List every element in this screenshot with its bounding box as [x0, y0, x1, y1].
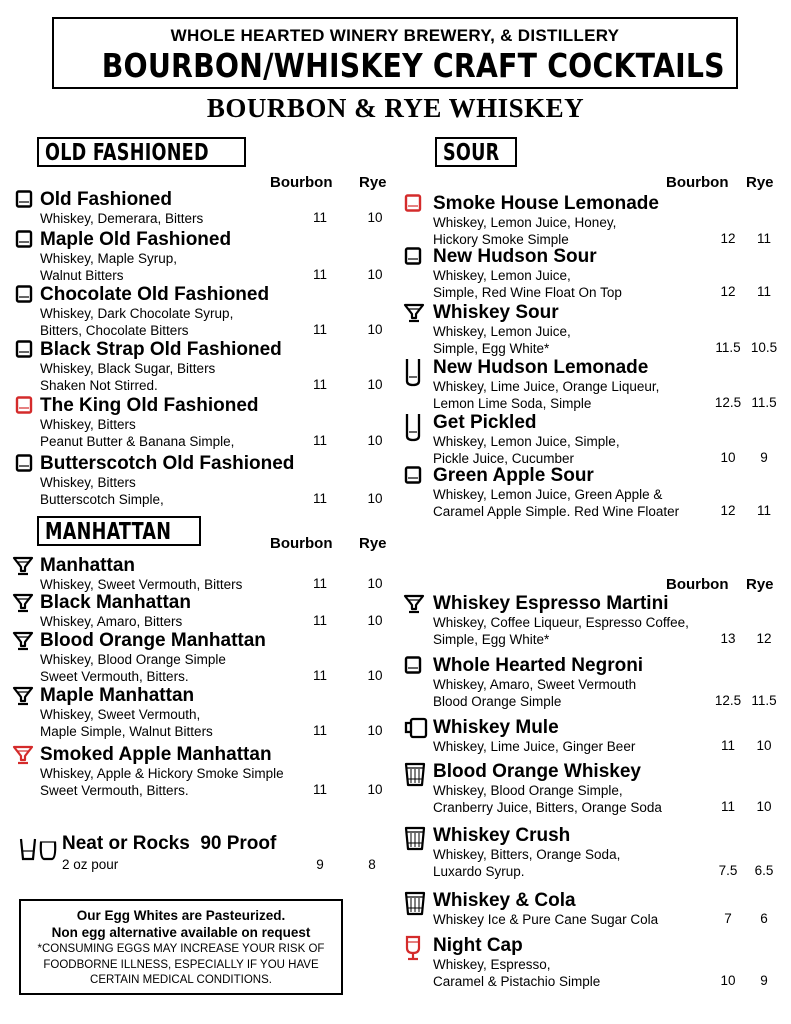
item-desc: Whiskey, Maple Syrup,: [40, 251, 178, 266]
price-rye: 10: [367, 723, 383, 738]
item-name-maple-old-fashioned: Maple Old Fashioned: [40, 229, 232, 250]
price-bourbon: 7.5: [718, 863, 738, 878]
price-rye: 6.5: [754, 863, 774, 878]
coupe-glass-icon: [12, 555, 34, 582]
highball-glass-icon: [403, 890, 427, 921]
price-bourbon: 11: [312, 267, 327, 282]
col-header-bourbon: Bourbon: [666, 576, 729, 593]
price-bourbon: 11: [312, 433, 327, 448]
price-rye: 10: [756, 738, 772, 753]
item-desc: Whiskey, Bitters, Orange Soda,: [433, 847, 621, 862]
price-rye: 6: [760, 911, 768, 926]
item-desc: Whiskey, Apple & Hickory Smoke Simple: [40, 766, 284, 781]
rocks-glass-icon: [403, 655, 423, 680]
price-bourbon: 11: [312, 723, 327, 738]
price-rye: 10: [367, 576, 383, 591]
item-desc: Whiskey, Blood Orange Simple,: [433, 783, 623, 798]
item-desc: Whiskey, Lemon Juice, Green Apple &: [433, 487, 663, 502]
item-name-green-apple-sour: Green Apple Sour: [433, 465, 594, 486]
item-desc: Simple, Egg White*: [433, 341, 550, 356]
section-title-sour: SOUR: [435, 137, 517, 167]
price-bourbon: 10: [720, 973, 736, 988]
item-name-black-strap-old-fashioned: Black Strap Old Fashioned: [40, 339, 282, 360]
rocks-glass-icon: [14, 339, 34, 364]
highball-glass-icon: [403, 825, 427, 856]
item-name-maple-manhattan: Maple Manhattan: [40, 685, 195, 706]
item-desc: Whiskey, Sweet Vermouth, Bitters: [40, 577, 243, 592]
item-desc: Blood Orange Simple: [433, 694, 562, 709]
item-name-night-cap: Night Cap: [433, 935, 523, 956]
price-bourbon: 12.5: [714, 693, 742, 708]
item-desc: Luxardo Syrup.: [433, 864, 525, 879]
price-bourbon: 11: [720, 799, 735, 814]
item-desc: Simple, Egg White*: [433, 632, 550, 647]
item-desc: Caramel & Pistachio Simple: [433, 974, 601, 989]
price-rye: 10: [756, 799, 772, 814]
price-rye: 10: [367, 491, 383, 506]
item-name-whiskey-cola: Whiskey & Cola: [433, 890, 576, 911]
coupe-glass-icon: [403, 593, 425, 620]
rocks-glass-icon: [14, 395, 34, 420]
price-rye: 11.5: [751, 693, 777, 708]
menu-title: BOURBON/WHISKEY CRAFT COCKTAILS: [101, 46, 725, 85]
section-title-old-fashioned: OLD FASHIONED: [37, 137, 246, 167]
neat-desc: 2 oz pour: [62, 857, 119, 872]
price-rye: 10.5: [750, 340, 778, 355]
col-header-rye: Rye: [359, 174, 387, 191]
price-rye: 10: [367, 267, 383, 282]
tall-glass-icon: [403, 357, 423, 392]
price-bourbon: 7: [724, 911, 732, 926]
item-desc: Sweet Vermouth, Bitters.: [40, 783, 189, 798]
egg-notice: [19, 899, 343, 995]
item-name-the-king-old-fashioned: The King Old Fashioned: [40, 395, 259, 416]
rocks-glass-icon: [14, 453, 34, 478]
col-header-bourbon: Bourbon: [666, 174, 729, 191]
price-bourbon: 12: [720, 503, 736, 518]
price-bourbon: 11: [312, 377, 327, 392]
item-desc: Whiskey Ice & Pure Cane Sugar Cola: [433, 912, 659, 927]
item-desc: Whiskey, Amaro, Bitters: [40, 614, 183, 629]
price-rye: 10: [367, 782, 383, 797]
item-desc: Whiskey, Espresso,: [433, 957, 551, 972]
price-rye: 10: [367, 210, 383, 225]
coupe-glass-icon: [12, 744, 34, 771]
price-rye: 10: [367, 322, 383, 337]
item-name-new-hudson-lemonade: New Hudson Lemonade: [433, 357, 649, 378]
col-header-rye: Rye: [359, 535, 387, 552]
item-desc: Pickle Juice, Cucumber: [433, 451, 575, 466]
item-desc: Whiskey, Sweet Vermouth,: [40, 707, 201, 722]
price-bourbon: 12: [720, 231, 736, 246]
item-name-whiskey-espresso-martini: Whiskey Espresso Martini: [433, 593, 669, 614]
item-desc: Whiskey, Lime Juice, Ginger Beer: [433, 739, 636, 754]
price-bourbon: 11: [312, 322, 327, 337]
coupe-glass-icon: [12, 592, 34, 619]
price-rye: 11: [756, 284, 771, 299]
item-desc: Caramel Apple Simple. Red Wine Floater: [433, 504, 680, 519]
price-bourbon: 11: [312, 491, 327, 506]
snifter-glass-icon: [403, 935, 423, 966]
price-rye: 10: [367, 377, 383, 392]
item-desc: Whiskey, Lemon Juice,: [433, 268, 571, 283]
item-desc: Bitters, Chocolate Bitters: [40, 323, 189, 338]
price-rye: 9: [760, 450, 768, 465]
notice-line-2: Non egg alternative available on request: [51, 925, 311, 940]
price-rye: 9: [760, 973, 768, 988]
col-header-bourbon: Bourbon: [270, 174, 333, 191]
notice-warning: *CONSUMING EGGS MAY INCREASE YOUR RISK OF FOODBORNE ILLNESS, ESPECIALLY IF YOU HAVE CERTAIN MEDICAL CONDITIONS.: [37, 943, 325, 986]
item-name-blood-orange-manhattan: Blood Orange Manhattan: [40, 630, 266, 651]
rocks-glass-icon: [14, 284, 34, 309]
item-name-whiskey-crush: Whiskey Crush: [433, 825, 571, 846]
item-desc: Lemon Lime Soda, Simple: [433, 396, 592, 411]
item-desc: Peanut Butter & Banana Simple,: [40, 434, 235, 449]
menu-header: [52, 17, 738, 89]
item-desc: Whiskey, Lime Juice, Orange Liqueur,: [433, 379, 660, 394]
item-desc: Whiskey, Amaro, Sweet Vermouth: [433, 677, 637, 692]
col-header-bourbon: Bourbon: [270, 535, 333, 552]
item-name-whiskey-mule: Whiskey Mule: [433, 717, 559, 738]
highball-glass-icon: [403, 761, 427, 792]
item-desc: Whiskey, Black Sugar, Bitters: [40, 361, 216, 376]
neat-price-rye: 8: [368, 857, 376, 872]
winery-name: WHOLE HEARTED WINERY BREWERY, & DISTILLERY: [170, 26, 620, 45]
item-desc: Whiskey, Lemon Juice, Simple,: [433, 434, 620, 449]
price-rye: 12: [756, 631, 772, 646]
neat-name: Neat or Rocks 90 Proof: [62, 833, 277, 854]
item-name-smoke-house-lemonade: Smoke House Lemonade: [433, 193, 659, 214]
price-bourbon: 11: [312, 782, 327, 797]
item-desc: Whiskey, Lemon Juice, Honey,: [433, 215, 617, 230]
price-bourbon: 12.5: [714, 395, 742, 410]
item-desc: Cranberry Juice, Bitters, Orange Soda: [433, 800, 662, 815]
rocks-glass-icon: [403, 465, 423, 490]
price-rye: 10: [367, 613, 383, 628]
item-desc: Simple, Red Wine Float On Top: [433, 285, 622, 300]
rocks-glass-icon: [14, 229, 34, 254]
price-bourbon: 11: [312, 576, 327, 591]
coupe-glass-icon: [403, 302, 425, 329]
price-rye: 10: [367, 668, 383, 683]
price-bourbon: 12: [720, 284, 736, 299]
item-name-whole-hearted-negroni: Whole Hearted Negroni: [433, 655, 644, 676]
coupe-glass-icon: [12, 630, 34, 657]
price-rye: 10: [367, 433, 383, 448]
price-bourbon: 13: [720, 631, 736, 646]
price-bourbon: 11: [312, 668, 327, 683]
neat-price-bourbon: 9: [316, 857, 324, 872]
item-desc: Hickory Smoke Simple: [433, 232, 569, 247]
price-bourbon: 10: [720, 450, 736, 465]
mug-icon: [403, 717, 431, 744]
item-name-blood-orange-whiskey: Blood Orange Whiskey: [433, 761, 641, 782]
item-desc: Whiskey, Coffee Liqueur, Espresso Coffee,: [433, 615, 689, 630]
item-name-new-hudson-sour: New Hudson Sour: [433, 246, 597, 267]
rocks-glass-icon: [403, 246, 423, 271]
item-desc: Sweet Vermouth, Bitters.: [40, 669, 189, 684]
item-desc: Whiskey, Lemon Juice,: [433, 324, 571, 339]
item-desc: Whiskey, Dark Chocolate Syrup,: [40, 306, 234, 321]
price-bourbon: 11.5: [715, 340, 741, 355]
item-desc: Whiskey, Bitters: [40, 417, 136, 432]
col-header-rye: Rye: [746, 576, 774, 593]
coupe-glass-icon: [12, 685, 34, 712]
item-name-whiskey-sour: Whiskey Sour: [433, 302, 559, 323]
item-name-chocolate-old-fashioned: Chocolate Old Fashioned: [40, 284, 270, 305]
item-desc: Shaken Not Stirred.: [40, 378, 158, 393]
item-desc: Whiskey, Demerara, Bitters: [40, 211, 204, 226]
item-name-get-pickled: Get Pickled: [433, 412, 537, 433]
col-header-rye: Rye: [746, 174, 774, 191]
neat-glasses-icon: [18, 834, 62, 862]
item-desc: Walnut Bitters: [40, 268, 124, 283]
price-bourbon: 11: [312, 210, 327, 225]
item-name-old-fashioned: Old Fashioned: [40, 189, 172, 210]
menu-subtitle: BOURBON & RYE WHISKEY: [206, 93, 585, 123]
section-title-manhattan: MANHATTAN: [37, 516, 201, 546]
item-name-manhattan: Manhattan: [40, 555, 135, 576]
price-rye: 11.5: [751, 395, 777, 410]
price-rye: 11: [756, 231, 771, 246]
price-bourbon: 11: [720, 738, 735, 753]
rocks-glass-icon: [403, 193, 423, 218]
rocks-glass-icon: [14, 189, 34, 214]
notice-line-1: Our Egg Whites are Pasteurized.: [76, 908, 286, 923]
price-bourbon: 11: [312, 613, 327, 628]
price-rye: 11: [756, 503, 771, 518]
item-name-black-manhattan: Black Manhattan: [40, 592, 191, 613]
item-desc: Butterscotch Simple,: [40, 492, 164, 507]
tall-glass-icon: [403, 412, 423, 447]
item-desc: Whiskey, Blood Orange Simple: [40, 652, 226, 667]
item-name-smoked-apple-manhattan: Smoked Apple Manhattan: [40, 744, 272, 765]
item-desc: Maple Simple, Walnut Bitters: [40, 724, 213, 739]
item-name-butterscotch-old-fashioned: Butterscotch Old Fashioned: [40, 453, 295, 474]
item-desc: Whiskey, Bitters: [40, 475, 136, 490]
